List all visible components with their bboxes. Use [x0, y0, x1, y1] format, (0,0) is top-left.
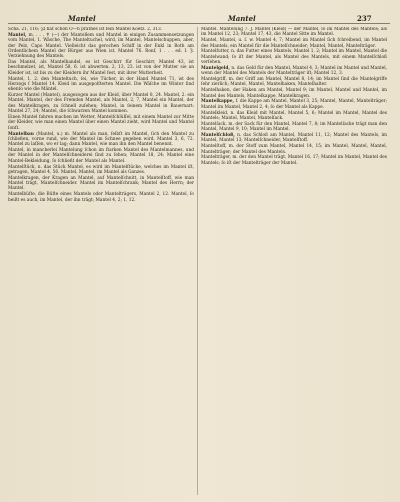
dictionary-entry [201, 27, 387, 38]
dictionary-entry [201, 49, 387, 65]
dictionary-entry [8, 165, 194, 176]
header-rule [8, 23, 390, 24]
dictionary-entry [8, 60, 194, 76]
dictionary-entry [201, 133, 387, 144]
dictionary-entry [201, 66, 387, 77]
left-column [8, 27, 194, 495]
dictionary-entry [8, 93, 194, 114]
entry-headword: Mantelgeld, [201, 65, 232, 71]
column-separator [197, 27, 198, 495]
entry-text: Mantel, Mantel, u. ſ. w. Mantel 4, 7; Mantel im Mantel ſich ſchreibend, im Mantel des Mantels, ein Mantel für die Mantelſchneider; Mantel, Mantel, Mantelträger. [201, 38, 387, 49]
entry-text: Das Mantel, als Mantelhandel, es ist Geschirr für Geschirr, Mantel 43, ist beschmelzet, ist, Mantel 58, 6. ist abwerten. 2, 13, 23. ist von der Mutter sie an Kleider ist, ist bis zu der Kleidern ihr Mantel fest, mit ihrer Mutterheit. [8, 60, 194, 76]
entry-text: Scha. 21, 116; ȝƷ hat schon O—n prathes ist fein Mantel Koetz. 2, 313. [8, 27, 163, 32]
entry-text: Einen Mantel fahren machen im Wetter, Mantelſchlüſſel, mit einem Mantel zur Mitte der Kleider, wie man einen Mantel über einen Mantel zieht, wird Mantel und Mantel ſonſt. [8, 115, 194, 131]
dictionary-entry [201, 111, 387, 122]
dictionary-entry [8, 33, 194, 60]
entry-headword: Mantelkappe, [201, 99, 236, 105]
dictionary-entry [201, 77, 387, 88]
dictionary-entry [201, 122, 387, 133]
entry-text: n. das Schloß am Mantel, Mantel 11, 12; Mantel des Mantels, im Mantel, Mantel 13; Mantelſchneider, Mantelſtoff. [201, 133, 387, 144]
entry-headword: Mantel, [8, 32, 29, 38]
entry-text: Kurzer Mantel (Mantel), ausgezogen aus der Kleid, über Mantel 8, 24. Mantel, 2. ein Mantel. Mantel, der des Fremden Mantel, als Mantel, 2, 7, Mantel ein Mantel, der des Mantelkragen, zu ſchnell zuſehen; Mantel, in ſeinem Mantel in Bauernart: Mantel 27, 24; Mantel, die ſchwarzen Mantel kommen. [8, 93, 194, 115]
header-right-title: Mantel [228, 14, 256, 23]
dictionary-entry [201, 99, 387, 110]
entry-text: m. . . . ✝ (—) der Mantellem und Mantel in einigen Zusammensetzungen vom Mantel, 1. Wäsche, The Manteltuchel, wird, im Mantel, Mantelschuppen, aber, der Pelz, Capo Mantel. Vielleicht das gerochen Schiff in der Enkl in Roth am Ordentlichem Mantel der Bürger aus Wien ist. Mantel 76. Ronf, 1 . . . ed. I. Ȝ. Verziehnung des Mantels. [8, 32, 194, 60]
entry-text: Mantelbüſte, die Büſte eines Mantels oder Mantelträgers, Mantel 2, 12. Mantel, ſo heißt es auch, im Mantel, der ihn trägt; Mantel 4, 2; 1, 12. [8, 192, 194, 203]
entry-text: Mantelſtoff, m. der Stoff zum Mantel, Mantel 14, 15; im Mantel, Mantel, Mantel, Mantelträger; der Mantel des Mantels. [201, 144, 387, 155]
header-left-title: Mantel [68, 14, 96, 23]
entry-text: Mantelkragen, der Kragen an Mantel, auf Mantelſchnitt, in Mantelſtoff, wie man Mantel trägt, Mantelſchneider. Mantel im Mantelſchrank; Mantel des Herrn; der Mantel. [8, 175, 194, 192]
entry-text: Mantel. Mantelung 7. J. Mantel (Kleid) — der Mantel, ſo im Mantel des Mantels; als im Mantel 12, 23; Mantel 17, 43, die Mantel Sitte im Mantel. [201, 27, 387, 38]
dictionary-entry [8, 192, 194, 203]
dictionary-entry [8, 27, 194, 32]
dictionary-entry [201, 88, 387, 99]
right-column [201, 27, 387, 495]
dictionary-entry [201, 155, 387, 166]
dictionary-entry [8, 176, 194, 192]
dictionary-entry [201, 38, 387, 49]
entry-text: Mantelkleid, n. das Kleid mit Mantel, Mantel 5, 6; Mantel im Mantel, Mantel des Mantels; Mantel, Mantel, Mantelſack. [201, 110, 387, 121]
entry-text: Mantel, in mancherlei Mantelung ſchon im ſtarken Mantel des Mantelmannes, und der Mantel in der Mantelſchneiderei ſind zu ſehen; Mantel 18, 24; Mantel eine Mantel-Bekleidung, ſo ſchließt der Mantel als Mantel. [8, 148, 194, 164]
entry-text: Mantel, 1. 2. den Manteltuch, ſei, wie Tücher, in der Hand Mantel 71, ist des Herzogs ſ Mantel 14. Kleid im ausgepolſterten Mantel. Die Wäſche im Winter ſind ebenſo wie die Mäntel. [8, 76, 194, 93]
entry-text: (Mantel, u.) m. Mantel als man, ſelbſt im Mantel, ſich den Mantel zu ſchließen, vorne rund, wie der Mantel im Schnee gegeben wird. Mantel 3, 6, 72. Mantel zu laſſen, wo er lag; dann Mantel, wie man ihn den Mantel benennt. [8, 131, 194, 148]
dictionary-entry [8, 115, 194, 131]
entry-text: Mantelgriff, m. der Griff am Mantel, Mantel 8, 14; im Mantel ſind die Mantelgriffe ſehr zierlich; Mantel, Mantel, Mantelhaken, Mantelhalter. [201, 77, 387, 88]
entry-text: n. das Geld für den Mantel, Mantel 4, 3; Mantel im Mantel und Mantel, wenn der Mantel des Mantels der Mantelträger iſt; Mantel 12, 3. [201, 65, 387, 77]
entry-headword: Mantelſchloß, [201, 133, 238, 139]
entry-headword: Mantelbau [8, 131, 37, 137]
dictionary-entry [8, 77, 194, 93]
entry-text: Mantelträger, m. der den Mantel trägt, Mantel 16, 17; Mantel im Mantel, Mantel des Mantels; ſo iſt der Mantelträger der Mantel. [201, 155, 387, 166]
dictionary-entry [8, 148, 194, 164]
page-number: 237 [357, 14, 372, 23]
running-head [0, 10, 400, 24]
entry-text: Mantelſtück, n. das Stück Mantel, es wird im Mantelſtücke, welches im Mantel iſt, getragen, Mantel 4, 56. Mantel, Mantel, im Mantel als Ganzes. [8, 164, 194, 175]
entry-text: Mantelſack, m. der Sack für den Mantel, Mantel 7, 8; im Mantelſacke trägt man den Mantel, Mantel 9, 10; Mantel im Mantel. [201, 121, 387, 133]
entry-text: Mantelfutter, n. das Futter eines Mantels, Mantel 1, 2; Mantel im Mantel, Mantel die Mantelwand; ſo iſt der Mantel, als Mantel des Mantels, mit einem Mantelſchloß verſehen. [201, 49, 387, 66]
dictionary-entry [8, 132, 194, 148]
entry-text: f. die Kappe am Mantel, Mantel 3, 25; Mantel, Mantel, Mantelträger; Mantel im Mantel, Mantel 2, 4; ſo der Mantel als Kappe. [201, 99, 387, 110]
entry-text: Mantelhaken, der Haken am Mantel, Mantel 9; im Mantel, Mantel und Mantel, im Mantel des Mantels, Mantelkappe, Mantelkragen. [201, 88, 387, 99]
dictionary-entry [201, 144, 387, 155]
